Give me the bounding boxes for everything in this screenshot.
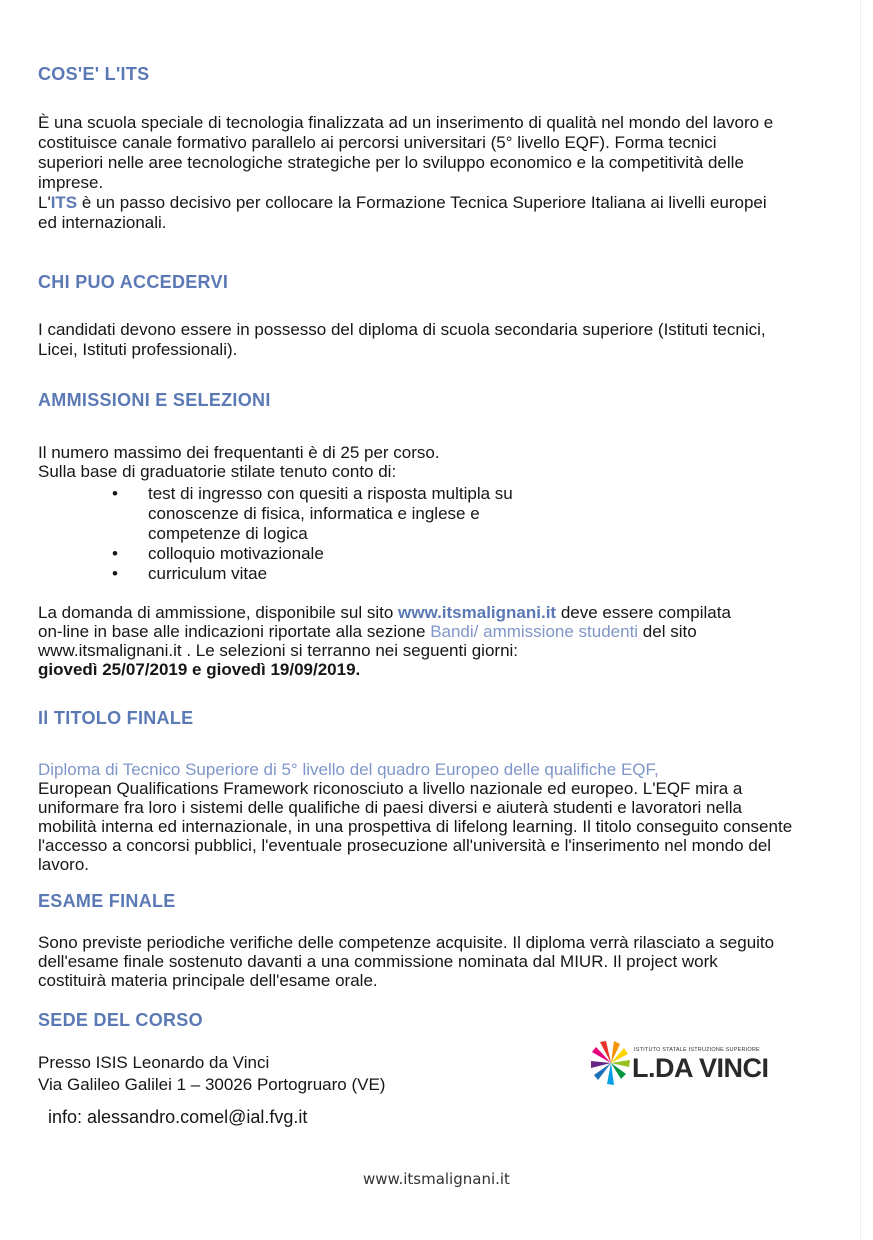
scan-edge-divider: [860, 0, 861, 1240]
paragraph-titolo-finale: [38, 760, 798, 874]
footer-website[interactable]: www.itsmalignani.it: [363, 1170, 510, 1188]
paragraph-esame-finale: Sono previste periodiche verifiche delle competenze acquisite. Il diploma verrà rilasciato a seguito dell'esame finale sostenuto davanti a una commissione nominata dal MIUR. Il project work costituirà materia principale dell'esame orale.: [38, 933, 775, 990]
sede-line-1: Presso ISIS Leonardo da Vinci: [38, 1053, 270, 1072]
heading-sede-corso: SEDE DEL CORSO: [38, 1010, 203, 1030]
heading-titolo-finale: Il TITOLO FINALE: [38, 708, 194, 728]
list-item: • colloquio motivazionale: [108, 544, 608, 564]
ammissioni-line-1: Il numero massimo dei frequentanti è di 25 per corso.: [38, 443, 440, 462]
paragraph-cose-its: [38, 113, 778, 233]
its-highlight: ITS: [50, 193, 78, 212]
logo-subtitle: ISTITUTO STATALE ISTRUZIONE SUPERIORE: [634, 1047, 760, 1053]
selection-dates: giovedì 25/07/2019 e giovedì 19/09/2019.: [38, 660, 361, 679]
domanda-text-b: deve essere compilata on-line in base alle indicazioni riportate alla sezione: [38, 603, 731, 641]
pinwheel-logo-icon: [590, 1040, 632, 1086]
domanda-text-c: del sito www.itsmalignani.it . Le selezioni si terranno nei seguenti giorni:: [38, 622, 697, 660]
titolo-text: European Qualifications Framework riconosciuto a livello nazionale ed europeo. L'EQF mira a uniformare fra loro i sistemi delle qualifiche di paesi diversi e aiuterà studenti e lavoratori nella mobilità interna ed internazionale, in una prospettiva di lifelong learning. Il titolo conseguito consente l'accesso a concorsi pubblici, l'eventuale prosecuzione all'università e l'inserimento nel mondo del lavoro.: [38, 779, 793, 874]
paragraph-chi-puo-accedervi: I candidati devono essere in possesso del diploma di scuola secondaria superiore (Istituti tecnici, Licei, Istituti professionali).: [38, 320, 766, 359]
heading-chi-puo-accedervi: CHI PUO ACCEDERVI: [38, 272, 229, 292]
bandi-ammissione-link[interactable]: Bandi/ ammissione studenti: [430, 622, 639, 641]
da-vinci-logo: [590, 1040, 769, 1090]
sede-line-2: Via Galileo Galilei 1 – 30026 Portogruaro (VE): [38, 1075, 386, 1094]
list-item: • test di ingresso con quesiti a risposta multipla su conoscenze di fisica, informatica e inglese e competenze di logica: [108, 484, 548, 544]
logo-title: L.DA VINCI: [632, 1053, 769, 1083]
titolo-lead: Diploma di Tecnico Superiore di 5° livello del quadro Europeo delle qualifiche EQF,: [38, 760, 659, 779]
list-item: • curriculum vitae: [108, 564, 608, 584]
its-malignani-link[interactable]: www.itsmalignani.it: [398, 603, 557, 622]
domanda-text-a: La domanda di ammissione, disponibile sul sito: [38, 603, 399, 622]
ammissioni-criteria-list: [108, 484, 608, 584]
paragraph-domanda: [38, 603, 758, 679]
text-its-prefix: L': [38, 193, 51, 212]
heading-esame-finale: ESAME FINALE: [38, 891, 176, 911]
heading-ammissioni: AMMISSIONI E SELEZIONI: [38, 390, 271, 410]
heading-cose-its: COS'E' L'ITS: [38, 64, 150, 84]
ammissioni-line-2: Sulla base di graduatorie stilate tenuto conto di:: [38, 462, 397, 481]
text-cose-its: È una scuola speciale di tecnologia finalizzata ad un inserimento di qualità nel mondo del lavoro e costituisce canale formativo parallelo ai percorsi universitari (5° livello EQF). Forma tecnici superiori nelle aree tecnologiche strategiche per lo sviluppo economico e la competitività delle imprese.: [38, 113, 774, 192]
sede-info-email[interactable]: info: alessandro.comel@ial.fvg.it: [48, 1107, 308, 1127]
text-its-rest: è un passo decisivo per collocare la Formazione Tecnica Superiore Italiana ai livelli europei ed internazionali.: [38, 193, 767, 232]
